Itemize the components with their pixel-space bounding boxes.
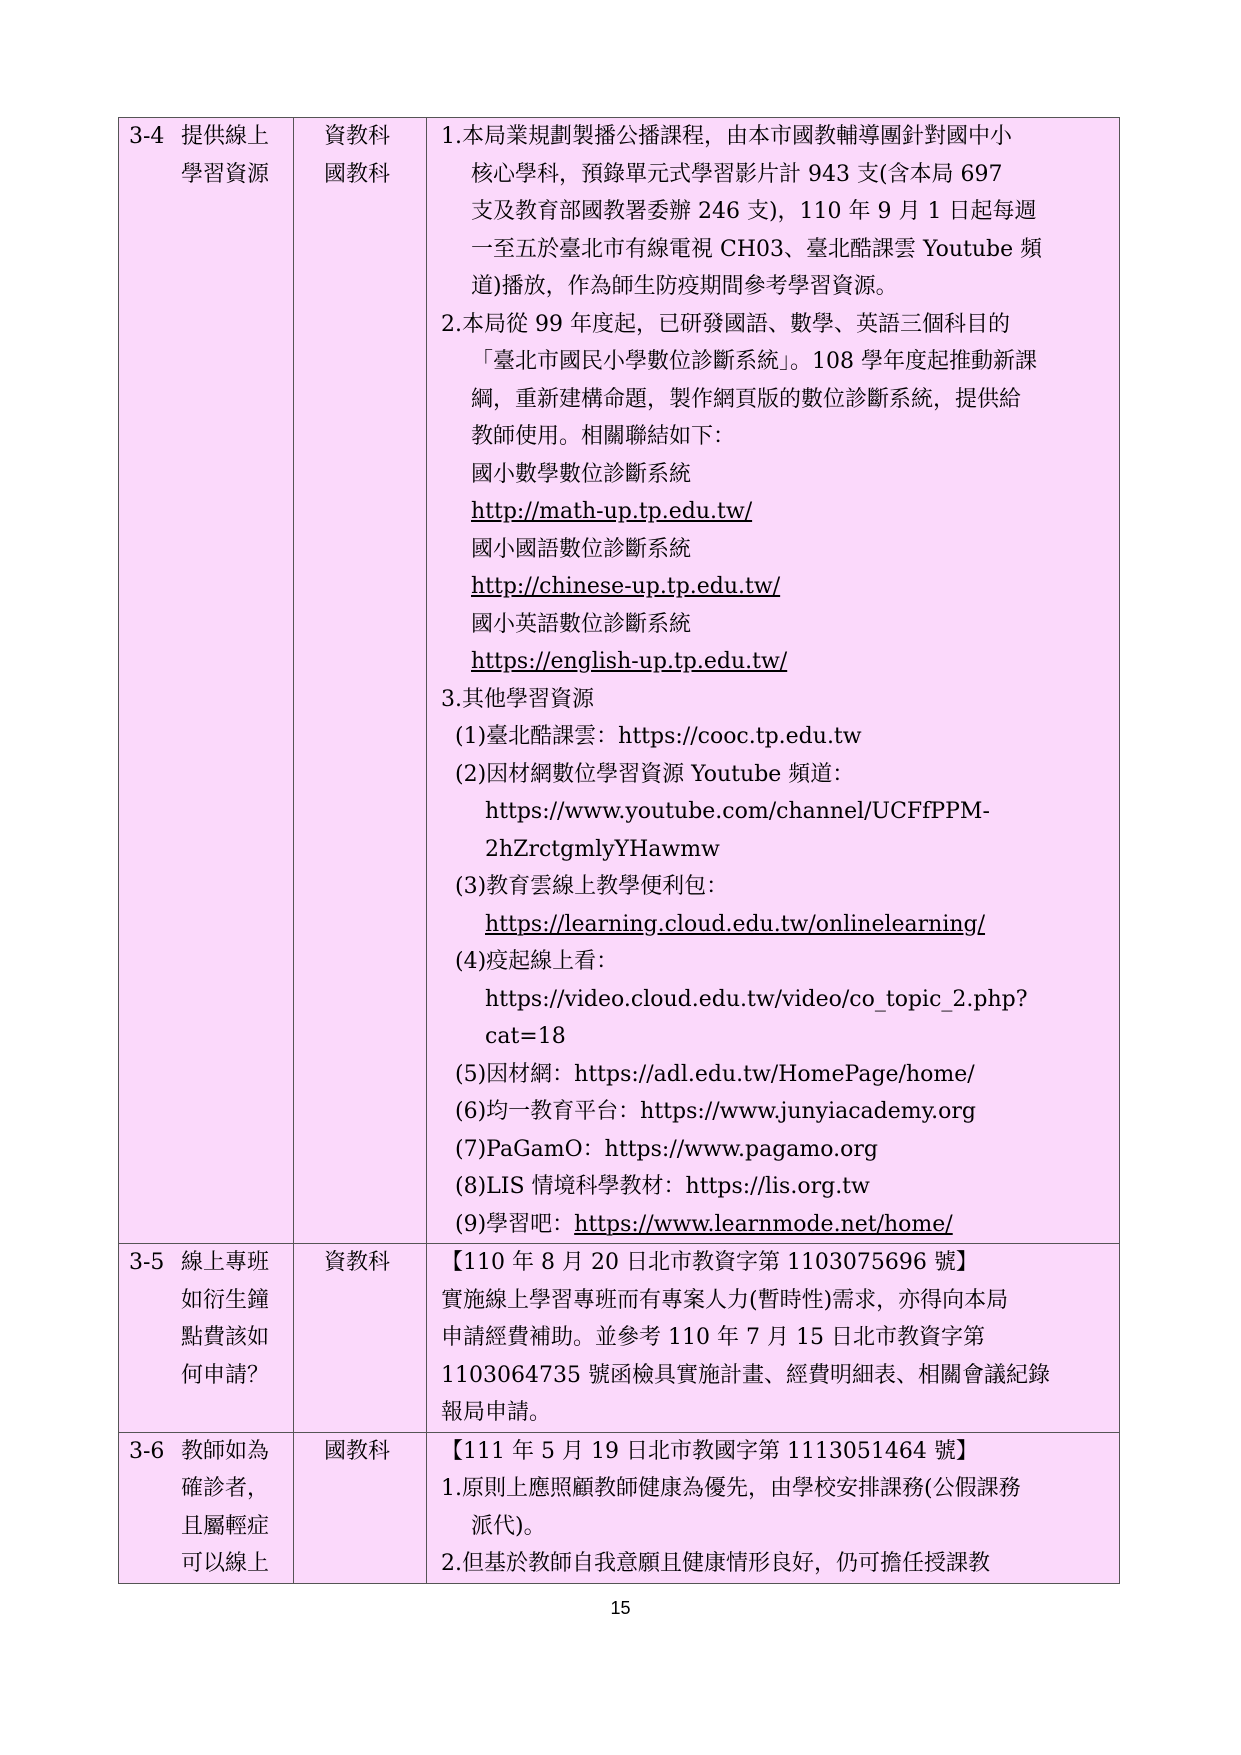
content-row bbox=[427, 268, 1119, 306]
content-row bbox=[427, 1433, 1119, 1471]
content-row bbox=[427, 1357, 1119, 1395]
content-line: 1.本局業規劃製播公播課程，由本市國教輔導團針對國中小 bbox=[441, 124, 1012, 149]
item-id: 3-6 bbox=[129, 1438, 165, 1464]
content-row bbox=[427, 306, 1119, 344]
dept-cell bbox=[294, 1432, 427, 1583]
content-row bbox=[427, 1319, 1119, 1357]
item-title: 教師如為 bbox=[181, 1438, 270, 1464]
content-row bbox=[427, 343, 1119, 381]
content-row bbox=[427, 831, 1119, 869]
content-line: 國小英語數位診斷系統 bbox=[471, 611, 692, 637]
content-line: (5)因材網：https://adl.edu.tw/HomePage/home/ bbox=[455, 1061, 975, 1087]
item-title-line bbox=[119, 1433, 293, 1471]
content-line: 一至五於臺北市有線電視 CH03、臺北酷課雲 Youtube 頻 bbox=[471, 236, 1043, 262]
table-row bbox=[119, 118, 1120, 1244]
content-line: (2)因材網數位學習資源 Youtube 頻道： bbox=[455, 761, 855, 787]
content-row bbox=[427, 868, 1119, 906]
content-line: (6)均一教育平台：https://www.junyiacademy.org bbox=[455, 1099, 976, 1124]
content-line: 1.原則上應照顧教師健康為優先，由學校安排課務(公假課務 bbox=[441, 1476, 1021, 1501]
content-row bbox=[427, 1206, 1119, 1244]
content-row bbox=[427, 381, 1119, 419]
content-row bbox=[427, 118, 1119, 156]
item-title-line bbox=[119, 1282, 293, 1320]
item-cell bbox=[119, 1244, 294, 1433]
content-line: (1)臺北酷課雲：https://cooc.tp.edu.tw bbox=[455, 724, 862, 749]
content-row bbox=[427, 493, 1119, 531]
content-row bbox=[427, 1545, 1119, 1583]
department-label: 資教科 bbox=[324, 124, 391, 149]
content-line: 1103064735 號函檢具實施計畫、經費明細表、相關會議紀錄 bbox=[441, 1362, 1050, 1388]
content-line: 2.本局從 99 年度起，已研發國語、數學、英語三個科目的 bbox=[441, 311, 1010, 337]
content-row bbox=[427, 718, 1119, 756]
content-row bbox=[427, 1394, 1119, 1432]
content-row bbox=[427, 756, 1119, 794]
content-line: 報局申請。 bbox=[441, 1400, 552, 1425]
content-row bbox=[427, 1508, 1119, 1546]
content-row bbox=[427, 231, 1119, 269]
content-line: 2hZrctgmlyYHawmw bbox=[485, 836, 720, 862]
content-line: 綱，重新建構命題，製作網頁版的數位診斷系統，提供給 bbox=[471, 386, 1022, 412]
dept-cell bbox=[294, 118, 427, 1244]
content-line: 國小數學數位診斷系統 bbox=[471, 461, 692, 487]
item-title-line bbox=[119, 1357, 293, 1395]
item-title: 提供線上 bbox=[181, 124, 270, 149]
content-row bbox=[427, 1470, 1119, 1508]
item-title: 點費該如 bbox=[181, 1325, 270, 1350]
url-link[interactable]: https://learning.cloud.edu.tw/onlinelearning/ bbox=[485, 911, 986, 937]
item-title-line bbox=[119, 1545, 293, 1583]
item-title: 何申請？ bbox=[181, 1362, 270, 1388]
url-link[interactable]: http://chinese-up.tp.edu.tw/ bbox=[471, 574, 781, 599]
content-line: 實施線上學習專班而有專案人力(暫時性)需求，亦得向本局 bbox=[441, 1287, 1009, 1313]
item-title-line bbox=[119, 1319, 293, 1357]
url-link[interactable]: https://www.learnmode.net/home/ bbox=[574, 1211, 953, 1237]
content-line: 【110 年 8 月 20 日北市教資字第 1103075696 號】 bbox=[441, 1250, 978, 1275]
table-row bbox=[119, 1244, 1120, 1433]
content-line: 核心學科，預錄單元式學習影片計 943 支(含本局 697 bbox=[471, 161, 1003, 187]
content-row bbox=[427, 1093, 1119, 1131]
dept-cell bbox=[294, 1244, 427, 1433]
content-line: 道)播放，作為師生防疫期間參考學習資源。 bbox=[471, 274, 898, 299]
department-label: 國教科 bbox=[324, 1438, 391, 1464]
content-row bbox=[427, 906, 1119, 944]
item-title-line bbox=[119, 1508, 293, 1546]
item-title-line bbox=[119, 118, 293, 156]
content-row bbox=[427, 1018, 1119, 1056]
content-line: 國小國語數位診斷系統 bbox=[471, 536, 692, 562]
content-cell bbox=[427, 118, 1120, 1244]
content-line: (7)PaGamO：https://www.pagamo.org bbox=[455, 1136, 878, 1162]
content-row bbox=[427, 1056, 1119, 1094]
item-title: 確診者， bbox=[181, 1476, 270, 1501]
content-line: 2.但基於教師自我意願且健康情形良好，仍可擔任授課教 bbox=[441, 1551, 990, 1576]
content-row bbox=[427, 1131, 1119, 1169]
content-line: 申請經費補助。並參考 110 年 7 月 15 日北市教資字第 bbox=[441, 1325, 985, 1350]
content-cell bbox=[427, 1432, 1120, 1583]
url-link[interactable]: http://math-up.tp.edu.tw/ bbox=[471, 499, 753, 524]
content-row bbox=[427, 456, 1119, 494]
item-title-line bbox=[119, 1470, 293, 1508]
content-line: https://www.youtube.com/channel/UCFfPPM- bbox=[485, 799, 990, 824]
url-link[interactable]: https://english-up.tp.edu.tw/ bbox=[471, 649, 788, 674]
content-line: 「臺北市國民小學數位診斷系統」。108 學年度起推動新課 bbox=[471, 349, 1037, 374]
content-cell bbox=[427, 1244, 1120, 1433]
item-title-line bbox=[119, 156, 293, 194]
item-title: 學習資源 bbox=[181, 161, 270, 187]
content-line: (9)學習吧： bbox=[455, 1211, 575, 1237]
content-row bbox=[427, 156, 1119, 194]
content-line: https://video.cloud.edu.tw/video/co_topic_2.php? bbox=[485, 986, 1028, 1012]
item-title: 線上專班 bbox=[181, 1250, 270, 1275]
page-number: 15 bbox=[610, 1598, 631, 1618]
item-title: 可以線上 bbox=[181, 1551, 270, 1576]
content-row bbox=[427, 1282, 1119, 1320]
content-row bbox=[427, 793, 1119, 831]
content-row bbox=[427, 943, 1119, 981]
faq-table bbox=[118, 117, 1120, 1584]
item-title: 且屬輕症 bbox=[181, 1513, 270, 1539]
item-title-line bbox=[119, 1244, 293, 1282]
item-title: 如衍生鐘 bbox=[181, 1287, 270, 1313]
content-line: 派代)。 bbox=[471, 1513, 546, 1539]
table-row bbox=[119, 1432, 1120, 1583]
content-row bbox=[427, 1244, 1119, 1282]
content-line: 3.其他學習資源 bbox=[441, 686, 594, 712]
content-row bbox=[427, 568, 1119, 606]
department-label: 國教科 bbox=[324, 161, 391, 187]
content-row bbox=[427, 418, 1119, 456]
content-row bbox=[427, 1168, 1119, 1206]
department-label: 資教科 bbox=[324, 1250, 391, 1275]
content-line: 支及教育部國教署委辦 246 支)，110 年 9 月 1 日起每週 bbox=[471, 199, 1037, 224]
item-cell bbox=[119, 118, 294, 1244]
content-row bbox=[427, 643, 1119, 681]
item-id: 3-4 bbox=[129, 124, 165, 149]
content-row bbox=[427, 193, 1119, 231]
content-line: (4)疫起線上看： bbox=[455, 949, 619, 974]
content-line: (3)教育雲線上教學便利包： bbox=[455, 874, 729, 899]
content-line: 【111 年 5 月 19 日北市教國字第 1113051464 號】 bbox=[441, 1438, 978, 1464]
content-row bbox=[427, 981, 1119, 1019]
content-row bbox=[427, 531, 1119, 569]
item-id: 3-5 bbox=[129, 1250, 165, 1275]
item-cell bbox=[119, 1432, 294, 1583]
content-line: (8)LIS 情境科學教材：https://lis.org.tw bbox=[455, 1174, 870, 1199]
content-line: cat=18 bbox=[485, 1024, 566, 1049]
content-row bbox=[427, 681, 1119, 719]
content-line: 教師使用。相關聯結如下： bbox=[471, 424, 736, 449]
content-row bbox=[427, 606, 1119, 644]
